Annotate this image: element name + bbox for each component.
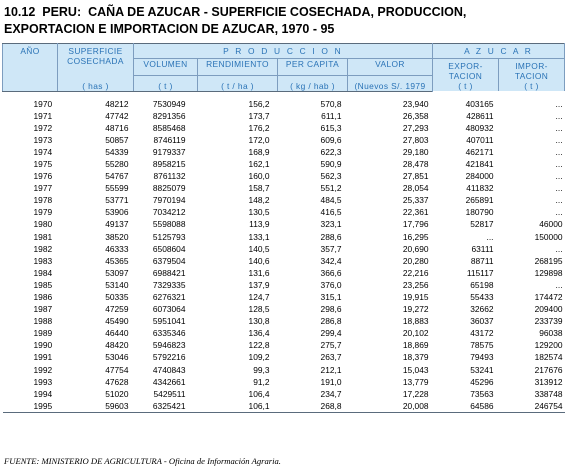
table-row <box>3 315 565 327</box>
cell-valor: 20,008 <box>348 400 433 413</box>
cell-ano: 1987 <box>33 304 53 315</box>
table-row <box>3 351 565 363</box>
cell-ano: 1984 <box>33 267 53 278</box>
cell-superficie: 53097 <box>105 267 129 278</box>
cell-rendimiento: 109,2 <box>248 352 270 363</box>
cell-ano: 1980 <box>33 219 53 230</box>
header-superficie-unit: ( has ) <box>58 75 134 91</box>
cell-per-capita: 315,1 <box>320 292 342 302</box>
cell-rendimiento: 130,8 <box>248 316 270 327</box>
cell-rendimiento: 136,4 <box>248 328 270 339</box>
cell-rendimiento: 156,2 <box>248 98 270 109</box>
cell-superficie: 53906 <box>105 207 129 218</box>
cell-valor: 15,043 <box>402 364 429 375</box>
cell-importacion: ... <box>555 207 563 218</box>
cell-exportacion: 78575 <box>470 340 494 351</box>
cell-per-capita: 611,1 <box>321 110 342 121</box>
cell-superficie: 48212 <box>105 98 129 109</box>
cell-per-capita: 275,7 <box>320 340 342 351</box>
cell-per-capita: 342,4 <box>320 255 342 266</box>
cell-per-capita: 191,0 <box>320 376 342 387</box>
cell-exportacion: 55433 <box>470 292 494 302</box>
cell-ano: 1975 <box>33 158 53 169</box>
cell-volumen: 9179337 <box>152 146 186 157</box>
cell-per-capita: 551,2 <box>320 183 342 194</box>
header-ano-blank <box>3 75 58 91</box>
cell-importacion: ... <box>555 171 563 182</box>
header-exportacion-line1: EXPOR- <box>448 61 483 71</box>
cell-rendimiento: 172,0 <box>248 134 270 145</box>
cell-superficie: 51020 <box>105 388 129 399</box>
cell-superficie: 47742 <box>105 110 129 121</box>
header-ano: AÑO <box>3 44 58 76</box>
cell-volumen: 7034212 <box>152 207 186 218</box>
cell-rendimiento: 140,5 <box>248 243 270 254</box>
cell-superficie: 50335 <box>105 292 129 302</box>
cell-per-capita: 376,0 <box>320 279 342 290</box>
cell-importacion: 174472 <box>534 292 563 302</box>
header-per-capita: PER CAPITA <box>278 59 348 76</box>
cell-rendimiento: 130,5 <box>248 207 270 218</box>
cell-importacion: 96038 <box>539 328 563 339</box>
cell-ano: 1974 <box>33 146 53 157</box>
header-importacion-line1: IMPOR- <box>515 61 548 71</box>
cell-rendimiento: 113,9 <box>249 219 270 230</box>
cell-rendimiento: 140,6 <box>248 255 270 266</box>
header-azucar: A Z U C A R <box>433 44 565 59</box>
cell-importacion: 46000 <box>539 219 563 230</box>
cell-exportacion: 45296 <box>470 376 494 387</box>
header-volumen: VOLUMEN <box>134 59 198 76</box>
cell-ano: 1982 <box>33 243 53 254</box>
cell-ano: 1971 <box>33 110 53 121</box>
cell-ano: 1993 <box>33 376 53 387</box>
cell-volumen: 6988421 <box>152 267 186 278</box>
cell-importacion: 129898 <box>534 267 563 278</box>
table-row <box>3 303 565 315</box>
cell-superficie: 45365 <box>105 255 129 266</box>
cell-superficie: 48716 <box>105 122 129 133</box>
cell-importacion: ... <box>555 183 563 194</box>
cell-volumen: 7970194 <box>152 195 186 206</box>
cell-valor: 29,180 <box>402 146 429 157</box>
cell-valor: 20,102 <box>402 328 429 339</box>
cell-importacion: 338748 <box>534 388 563 399</box>
cell-valor: 28,478 <box>402 158 429 169</box>
cell-exportacion: 284000 <box>465 171 494 182</box>
cell-importacion: ... <box>555 195 563 206</box>
cell-volumen: 5946823 <box>152 340 186 351</box>
table-row <box>3 388 565 400</box>
cell-superficie: 50857 <box>105 134 129 145</box>
cell-exportacion: 43172 <box>470 328 494 339</box>
cell-rendimiento: 148,2 <box>248 195 270 206</box>
cell-importacion: ... <box>555 243 563 254</box>
cell-importacion: 150000 <box>534 231 563 242</box>
cell-exportacion: 462171 <box>465 146 494 157</box>
cell-exportacion: 115117 <box>466 267 494 278</box>
table-row <box>3 339 565 351</box>
cell-importacion: 313912 <box>534 376 563 387</box>
table-title <box>4 4 466 38</box>
cell-per-capita: 622,3 <box>320 146 342 157</box>
cell-ano: 1995 <box>3 400 58 413</box>
table-row <box>3 110 565 122</box>
cell-volumen: 5598088 <box>152 219 186 230</box>
cell-exportacion: 73563 <box>470 388 494 399</box>
cell-rendimiento: 131,6 <box>248 267 270 278</box>
cell-rendimiento: 168,9 <box>248 146 270 157</box>
table-row <box>3 243 565 255</box>
header-valor: VALOR <box>348 59 433 76</box>
cell-exportacion: 36037 <box>470 316 494 327</box>
cell-ano: 1977 <box>33 183 53 194</box>
cell-ano: 1970 <box>33 98 53 109</box>
cell-volumen: 8585468 <box>152 122 186 133</box>
cell-per-capita: 416,5 <box>320 207 342 218</box>
cell-volumen: 6325421 <box>134 400 198 413</box>
cell-per-capita: 357,7 <box>320 243 342 254</box>
cell-ano: 1972 <box>33 122 53 133</box>
table-row <box>3 146 565 158</box>
cell-volumen: 8291356 <box>152 110 186 121</box>
cell-per-capita: 570,8 <box>320 98 342 109</box>
data-table <box>2 43 565 413</box>
cell-exportacion: 180790 <box>465 207 494 218</box>
cell-volumen: 6508604 <box>152 243 186 254</box>
cell-superficie: 46333 <box>105 243 129 254</box>
table-row <box>3 327 565 339</box>
cell-exportacion: 64586 <box>433 400 499 413</box>
cell-importacion: 209400 <box>534 304 563 315</box>
cell-valor: 25,337 <box>402 195 429 206</box>
cell-superficie: 47754 <box>105 364 129 375</box>
cell-superficie: 38520 <box>105 231 129 242</box>
cell-volumen: 6335346 <box>152 328 186 339</box>
cell-superficie: 46440 <box>105 328 129 339</box>
cell-volumen: 7530949 <box>152 98 186 109</box>
table-row <box>3 98 565 110</box>
cell-superficie: 53140 <box>105 279 129 290</box>
table-row <box>3 122 565 134</box>
cell-volumen: 5792216 <box>152 352 186 363</box>
cell-valor: 19,272 <box>402 304 429 315</box>
cell-valor: 27,803 <box>402 134 429 145</box>
cell-valor: 20,280 <box>402 255 429 266</box>
title-line-1: 10.12 PERU: CAÑA DE AZUCAR - SUPERFICIE COSECHADA, PRODUCCION, <box>4 5 467 19</box>
table-row <box>3 218 565 230</box>
cell-valor: 18,379 <box>402 352 429 363</box>
cell-volumen: 8761132 <box>153 171 186 182</box>
header-rendimiento: RENDIMIENTO <box>198 59 278 76</box>
table-row <box>3 376 565 388</box>
header-per-capita-unit: ( kg / hab ) <box>278 75 348 91</box>
cell-ano: 1978 <box>33 195 53 206</box>
table-row <box>3 170 565 182</box>
header-exportacion <box>433 59 499 92</box>
cell-ano: 1989 <box>33 328 53 339</box>
cell-valor: 23,940 <box>402 98 429 109</box>
cell-per-capita: 288,6 <box>320 231 342 242</box>
cell-superficie: 59603 <box>58 400 134 413</box>
header-volumen-unit: ( t ) <box>134 75 198 91</box>
cell-superficie: 54339 <box>105 146 129 157</box>
cell-exportacion: 65198 <box>470 279 494 290</box>
cell-ano: 1986 <box>33 292 53 302</box>
table-body <box>3 91 565 412</box>
cell-valor: 28,054 <box>402 183 429 194</box>
cell-volumen: 8958215 <box>152 158 186 169</box>
header-valor-unit: (Nuevos S/. 1979 <box>348 75 433 91</box>
cell-ano: 1991 <box>33 352 53 363</box>
cell-superficie: 53046 <box>105 352 129 363</box>
cell-exportacion: 407011 <box>466 134 494 145</box>
cell-exportacion: 79493 <box>470 352 494 363</box>
cell-exportacion: 88711 <box>470 255 494 266</box>
cell-valor: 23,256 <box>402 279 429 290</box>
cell-importacion: ... <box>555 110 563 121</box>
cell-exportacion: 63111 <box>471 243 494 254</box>
cell-exportacion: 480932 <box>465 122 494 133</box>
table-row <box>3 194 565 206</box>
cell-valor: 19,915 <box>402 292 429 302</box>
cell-per-capita: 609,6 <box>320 134 342 145</box>
table-header <box>3 44 565 92</box>
table-row <box>3 279 565 291</box>
cell-importacion: ... <box>555 146 563 157</box>
header-importacion <box>499 59 565 92</box>
cell-per-capita: 268,8 <box>278 400 348 413</box>
cell-per-capita: 484,5 <box>320 195 342 206</box>
table-row <box>3 206 565 218</box>
cell-importacion: ... <box>555 134 563 145</box>
cell-exportacion: 53241 <box>470 364 494 375</box>
cell-importacion: ... <box>555 98 563 109</box>
table-row <box>3 364 565 376</box>
cell-importacion: ... <box>555 122 563 133</box>
cell-volumen: 4342661 <box>152 376 186 387</box>
cell-exportacion: 403165 <box>465 98 494 109</box>
cell-superficie: 47259 <box>105 304 129 315</box>
cell-volumen: 6073064 <box>152 304 186 315</box>
cell-importacion: 246754 <box>499 400 565 413</box>
cell-superficie: 45490 <box>105 316 129 327</box>
cell-per-capita: 323,1 <box>320 219 342 230</box>
cell-valor: 22,361 <box>402 207 429 218</box>
cell-rendimiento: 173,7 <box>248 110 270 121</box>
source-note: FUENTE: MINISTERIO DE AGRICULTURA - Oficina de Información Agraria. <box>4 456 281 466</box>
cell-ano: 1981 <box>33 231 53 242</box>
table-row <box>3 255 565 267</box>
cell-rendimiento: 160,0 <box>248 171 270 182</box>
cell-volumen: 5429511 <box>153 388 186 399</box>
cell-valor: 27,293 <box>402 122 429 133</box>
cell-valor: 18,869 <box>402 340 429 351</box>
table-row <box>3 134 565 146</box>
table-row <box>3 158 565 170</box>
cell-ano: 1979 <box>33 207 53 218</box>
cell-superficie: 55280 <box>105 158 129 169</box>
cell-volumen: 7329335 <box>152 279 186 290</box>
table-row <box>3 291 565 303</box>
cell-rendimiento: 158,7 <box>248 183 270 194</box>
cell-importacion: ... <box>555 279 563 290</box>
cell-rendimiento: 106,1 <box>198 400 278 413</box>
cell-importacion: 182574 <box>534 352 563 363</box>
cell-volumen: 6276321 <box>152 292 186 302</box>
cell-exportacion: 265891 <box>465 195 494 206</box>
cell-valor: 27,851 <box>402 171 429 182</box>
cell-per-capita: 298,6 <box>320 304 342 315</box>
cell-per-capita: 234,7 <box>320 388 342 399</box>
header-exportacion-line2: TACION <box>448 71 483 81</box>
cell-importacion: 129200 <box>534 340 563 351</box>
cell-valor: 16,295 <box>402 231 429 242</box>
cell-rendimiento: 99,3 <box>253 364 270 375</box>
cell-ano: 1983 <box>33 255 53 266</box>
header-superficie-line1: SUPERFICIE <box>68 46 123 56</box>
cell-rendimiento: 137,9 <box>248 279 270 290</box>
title-line-2: EXPORTACION E IMPORTACION DE AZUCAR, 1970 - 95 <box>4 22 335 36</box>
cell-per-capita: 562,3 <box>320 171 342 182</box>
cell-volumen: 4740843 <box>152 364 186 375</box>
table-row <box>3 182 565 194</box>
cell-superficie: 55599 <box>105 183 129 194</box>
cell-per-capita: 299,4 <box>320 328 342 339</box>
cell-exportacion: 52817 <box>470 219 494 230</box>
cell-rendimiento: 91,2 <box>253 376 270 387</box>
cell-per-capita: 615,3 <box>320 122 342 133</box>
cell-valor: 13,779 <box>402 376 429 387</box>
header-exportacion-unit: ( t ) <box>458 81 473 91</box>
cell-valor: 26,358 <box>402 110 429 121</box>
cell-rendimiento: 133,1 <box>248 231 270 242</box>
cell-rendimiento: 106,4 <box>248 388 270 399</box>
cell-exportacion: 421841 <box>465 158 494 169</box>
cell-ano: 1988 <box>33 316 53 327</box>
table-row <box>3 231 565 243</box>
header-superficie-line2: COSECHADA <box>67 56 124 66</box>
cell-ano: 1985 <box>33 279 53 290</box>
cell-per-capita: 286,8 <box>320 316 342 327</box>
cell-ano: 1990 <box>33 340 53 351</box>
header-rendimiento-unit: ( t / ha ) <box>198 75 278 91</box>
cell-rendimiento: 162,1 <box>248 158 270 169</box>
cell-superficie: 49137 <box>105 219 129 230</box>
cell-superficie: 47628 <box>105 376 129 387</box>
cell-rendimiento: 124,7 <box>248 292 270 302</box>
cell-volumen: 5951041 <box>152 316 186 327</box>
cell-importacion: 217676 <box>534 364 563 375</box>
cell-importacion: 268195 <box>534 255 563 266</box>
cell-superficie: 54767 <box>105 171 129 182</box>
cell-valor: 18,883 <box>402 316 429 327</box>
cell-rendimiento: 176,2 <box>248 122 270 133</box>
cell-ano: 1992 <box>33 364 53 375</box>
cell-volumen: 6379504 <box>152 255 186 266</box>
cell-rendimiento: 128,5 <box>248 304 270 315</box>
cell-per-capita: 590,9 <box>320 158 342 169</box>
cell-rendimiento: 122,8 <box>248 340 270 351</box>
cell-volumen: 8746119 <box>153 134 186 145</box>
cell-superficie: 48420 <box>105 340 129 351</box>
cell-ano: 1976 <box>33 171 53 182</box>
cell-exportacion: ... <box>486 231 494 242</box>
table-row <box>3 400 565 413</box>
cell-valor: 22,216 <box>402 267 429 278</box>
header-superficie <box>58 44 134 76</box>
cell-importacion: 233739 <box>534 316 563 327</box>
cell-volumen: 8825079 <box>152 183 186 194</box>
cell-valor: 20,690 <box>402 243 429 254</box>
header-produccion: P R O D U C C I O N <box>134 44 433 59</box>
header-importacion-unit: ( t ) <box>524 81 539 91</box>
cell-exportacion: 411832 <box>466 183 494 194</box>
cell-exportacion: 428611 <box>466 110 494 121</box>
cell-ano: 1973 <box>33 134 53 145</box>
cell-importacion: ... <box>555 158 563 169</box>
cell-exportacion: 32662 <box>470 304 494 315</box>
cell-ano: 1994 <box>33 388 53 399</box>
header-importacion-line2: TACION <box>514 71 549 81</box>
cell-volumen: 5125793 <box>152 231 186 242</box>
cell-per-capita: 212,1 <box>320 364 342 375</box>
cell-valor: 17,228 <box>402 388 429 399</box>
cell-valor: 17,796 <box>402 219 429 230</box>
cell-superficie: 53771 <box>105 195 129 206</box>
table-row <box>3 267 565 279</box>
cell-per-capita: 366,6 <box>320 267 342 278</box>
cell-per-capita: 263,7 <box>320 352 342 363</box>
